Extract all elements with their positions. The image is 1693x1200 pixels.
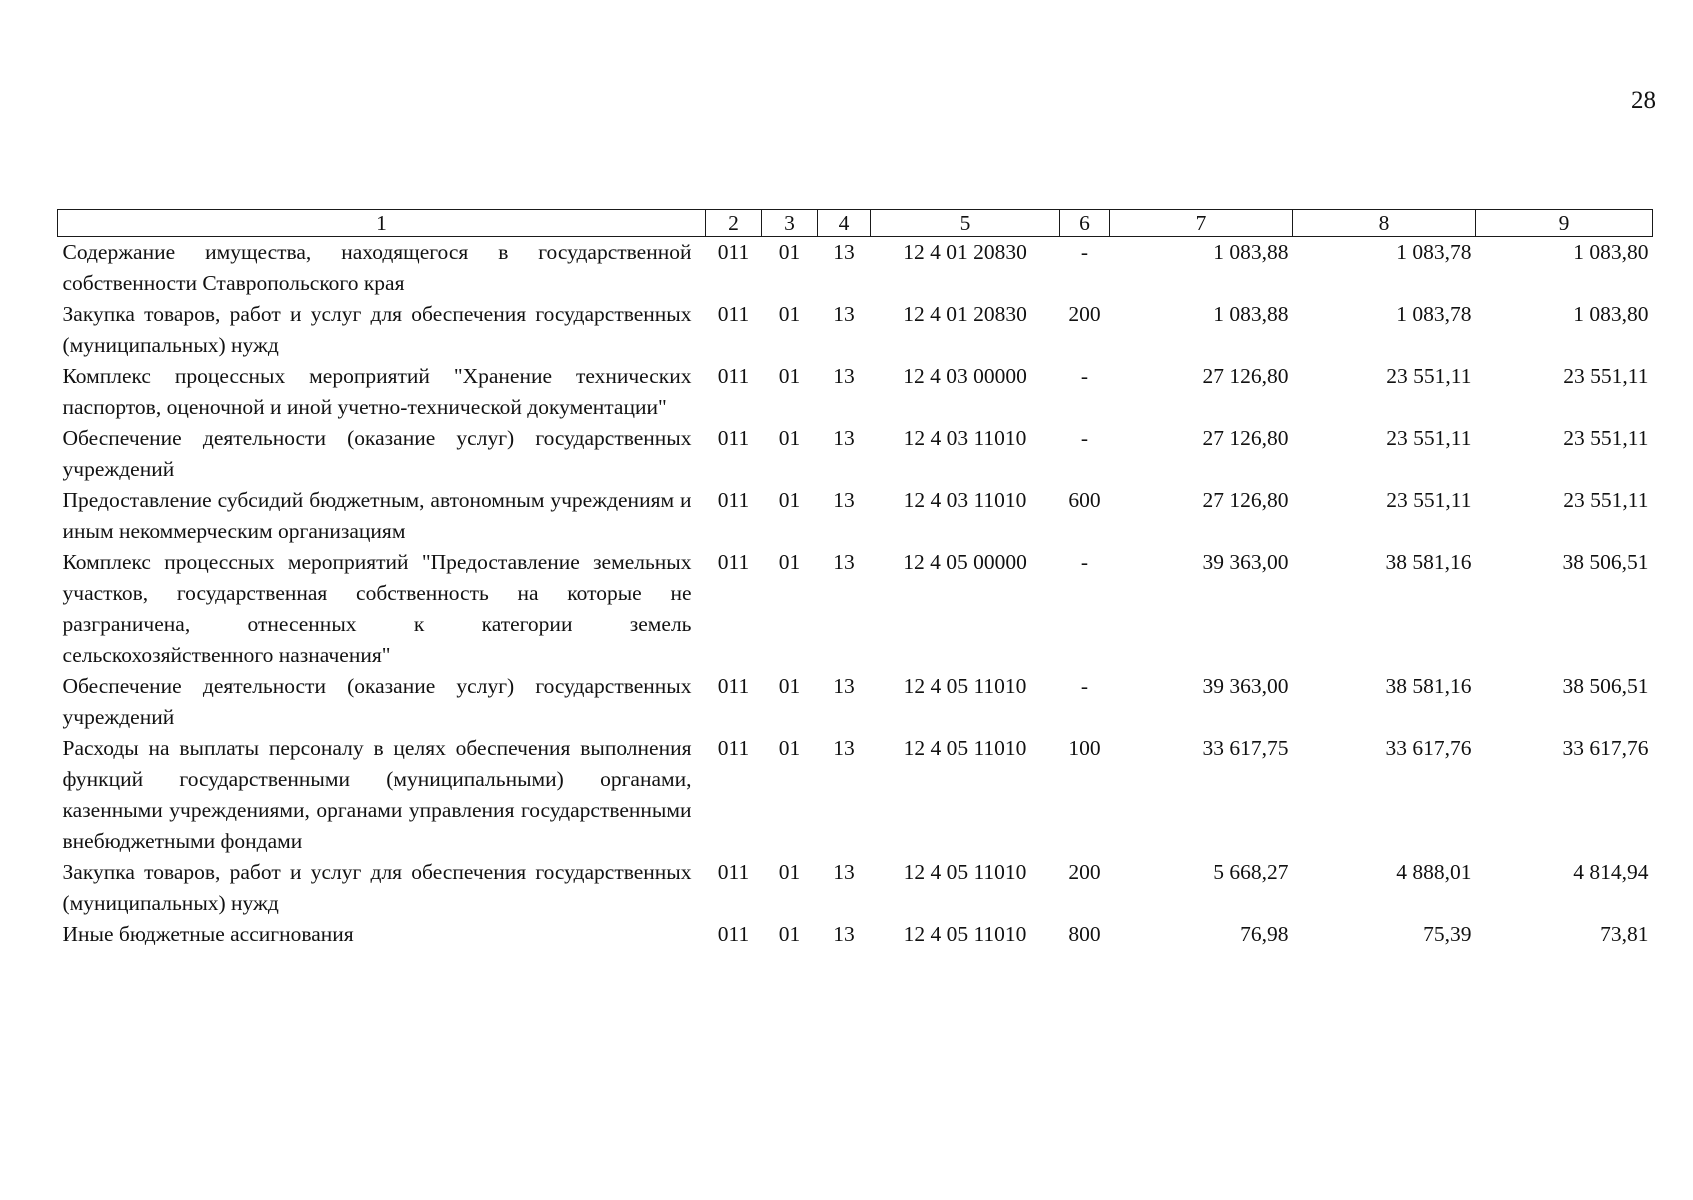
- expense-type-cell: -: [1080, 364, 1089, 388]
- amount-year2-cell: 4 888,01: [1396, 860, 1472, 884]
- section-code-cell: 01: [778, 364, 801, 388]
- ministry-code-cell: 011: [717, 364, 750, 388]
- section-code-cell: 01: [778, 488, 801, 512]
- table-row: [58, 733, 1653, 857]
- table-row: [58, 547, 1653, 671]
- amount-year1-cell: 33 617,75: [1202, 736, 1289, 760]
- row-name-cell: Иные бюджетные ассигнования: [62, 922, 354, 946]
- amount-year1-cell: 1 083,88: [1213, 302, 1289, 326]
- target-article-cell: 12 4 03 00000: [903, 364, 1027, 388]
- amount-year1-cell: 27 126,80: [1202, 426, 1289, 450]
- column-header-5: 5: [871, 210, 1060, 237]
- target-article-cell: 12 4 01 20830: [903, 302, 1027, 326]
- section-code-cell: 01: [778, 922, 801, 946]
- amount-year2-cell: 38 581,16: [1385, 550, 1472, 574]
- amount-year1-cell: 27 126,80: [1202, 364, 1289, 388]
- table-row: [58, 237, 1653, 300]
- table-row: [58, 299, 1653, 361]
- table-row: [58, 423, 1653, 485]
- amount-year1-cell: 39 363,00: [1202, 674, 1289, 698]
- amount-year2-cell: 38 581,16: [1385, 674, 1472, 698]
- target-article-cell: 12 4 05 11010: [903, 736, 1027, 760]
- column-header-9: 9: [1476, 210, 1653, 237]
- ministry-code-cell: 011: [717, 860, 750, 884]
- target-article-cell: 12 4 05 11010: [903, 674, 1027, 698]
- table-row: [58, 485, 1653, 547]
- expense-type-cell: 800: [1068, 922, 1101, 946]
- table-row: [58, 857, 1653, 919]
- amount-year3-cell: 38 506,51: [1562, 674, 1649, 698]
- ministry-code-cell: 011: [717, 302, 750, 326]
- section-code-cell: 01: [778, 302, 801, 326]
- table-row: [58, 919, 1653, 950]
- subsection-code-cell: 13: [833, 240, 855, 264]
- expense-type-cell: 200: [1068, 860, 1101, 884]
- column-header-7: 7: [1110, 210, 1293, 237]
- subsection-code-cell: 13: [833, 674, 855, 698]
- subsection-code-cell: 13: [833, 922, 855, 946]
- expense-type-cell: -: [1080, 550, 1089, 574]
- row-name-cell: Закупка товаров, работ и услуг для обеспечения государственных (муниципальных) нужд: [62, 302, 692, 357]
- subsection-code-cell: 13: [833, 860, 855, 884]
- section-code-cell: 01: [778, 674, 801, 698]
- target-article-cell: 12 4 01 20830: [903, 240, 1027, 264]
- row-name-cell: Содержание имущества, находящегося в государственной собственности Ставропольского края: [62, 240, 692, 295]
- amount-year3-cell: 23 551,11: [1563, 488, 1649, 512]
- row-name-cell: Комплекс процессных мероприятий "Предоставление земельных участков, государственная собственность на которые не разграничена, отнесенных к категории земель сельскохозяйственного назначения": [62, 550, 692, 667]
- section-code-cell: 01: [778, 550, 801, 574]
- target-article-cell: 12 4 03 11010: [903, 426, 1027, 450]
- table-row: [58, 361, 1653, 423]
- subsection-code-cell: 13: [833, 364, 855, 388]
- amount-year2-cell: 1 083,78: [1396, 240, 1472, 264]
- row-name-cell: Расходы на выплаты персоналу в целях обеспечения выполнения функций государственными (муниципальными) органами, казенными учреждениями, органами управления государственными внебюджетными фондами: [62, 736, 692, 853]
- ministry-code-cell: 011: [717, 922, 750, 946]
- amount-year1-cell: 5 668,27: [1213, 860, 1289, 884]
- amount-year1-cell: 27 126,80: [1202, 488, 1289, 512]
- amount-year2-cell: 75,39: [1423, 922, 1472, 946]
- amount-year1-cell: 39 363,00: [1202, 550, 1289, 574]
- amount-year3-cell: 4 814,94: [1573, 860, 1649, 884]
- amount-year3-cell: 33 617,76: [1562, 736, 1649, 760]
- row-name-cell: Обеспечение деятельности (оказание услуг) государственных учреждений: [62, 674, 692, 729]
- ministry-code-cell: 011: [717, 488, 750, 512]
- ministry-code-cell: 011: [717, 674, 750, 698]
- row-name-cell: Обеспечение деятельности (оказание услуг) государственных учреждений: [62, 426, 692, 481]
- target-article-cell: 12 4 05 11010: [903, 922, 1027, 946]
- row-name-cell: Предоставление субсидий бюджетным, автономным учреждениям и иным некоммерческим организациям: [62, 488, 692, 543]
- amount-year1-cell: 1 083,88: [1213, 240, 1289, 264]
- amount-year2-cell: 33 617,76: [1385, 736, 1472, 760]
- target-article-cell: 12 4 05 00000: [903, 550, 1027, 574]
- expense-type-cell: -: [1080, 426, 1089, 450]
- amount-year2-cell: 23 551,11: [1386, 426, 1472, 450]
- column-number-header-row: [58, 210, 1653, 237]
- subsection-code-cell: 13: [833, 550, 855, 574]
- section-code-cell: 01: [778, 426, 801, 450]
- column-header-3: 3: [762, 210, 818, 237]
- target-article-cell: 12 4 05 11010: [903, 860, 1027, 884]
- amount-year2-cell: 23 551,11: [1386, 364, 1472, 388]
- subsection-code-cell: 13: [833, 488, 855, 512]
- column-header-4: 4: [818, 210, 871, 237]
- target-article-cell: 12 4 03 11010: [903, 488, 1027, 512]
- table-row: [58, 671, 1653, 733]
- ministry-code-cell: 011: [717, 426, 750, 450]
- section-code-cell: 01: [778, 860, 801, 884]
- expense-type-cell: -: [1080, 240, 1089, 264]
- ministry-code-cell: 011: [717, 240, 750, 264]
- ministry-code-cell: 011: [717, 550, 750, 574]
- expense-type-cell: 200: [1068, 302, 1101, 326]
- column-header-8: 8: [1293, 210, 1476, 237]
- section-code-cell: 01: [778, 240, 801, 264]
- section-code-cell: 01: [778, 736, 801, 760]
- budget-table: [57, 209, 1653, 950]
- expense-type-cell: 100: [1068, 736, 1101, 760]
- subsection-code-cell: 13: [833, 736, 855, 760]
- column-header-1: 1: [58, 210, 706, 237]
- ministry-code-cell: 011: [717, 736, 750, 760]
- page-number: 28: [1631, 87, 1656, 114]
- amount-year3-cell: 73,81: [1600, 922, 1649, 946]
- expense-type-cell: 600: [1068, 488, 1101, 512]
- amount-year2-cell: 23 551,11: [1386, 488, 1472, 512]
- expense-type-cell: -: [1080, 674, 1089, 698]
- subsection-code-cell: 13: [833, 302, 855, 326]
- amount-year3-cell: 23 551,11: [1563, 426, 1649, 450]
- row-name-cell: Закупка товаров, работ и услуг для обеспечения государственных (муниципальных) нужд: [62, 860, 692, 915]
- column-header-6: 6: [1060, 210, 1110, 237]
- row-name-cell: Комплекс процессных мероприятий "Хранение технических паспортов, оценочной и иной учетно-технической документации": [62, 364, 692, 419]
- amount-year3-cell: 38 506,51: [1562, 550, 1649, 574]
- column-header-2: 2: [706, 210, 762, 237]
- subsection-code-cell: 13: [833, 426, 855, 450]
- amount-year3-cell: 23 551,11: [1563, 364, 1649, 388]
- amount-year3-cell: 1 083,80: [1573, 302, 1649, 326]
- amount-year3-cell: 1 083,80: [1573, 240, 1649, 264]
- amount-year2-cell: 1 083,78: [1396, 302, 1472, 326]
- amount-year1-cell: 76,98: [1240, 922, 1289, 946]
